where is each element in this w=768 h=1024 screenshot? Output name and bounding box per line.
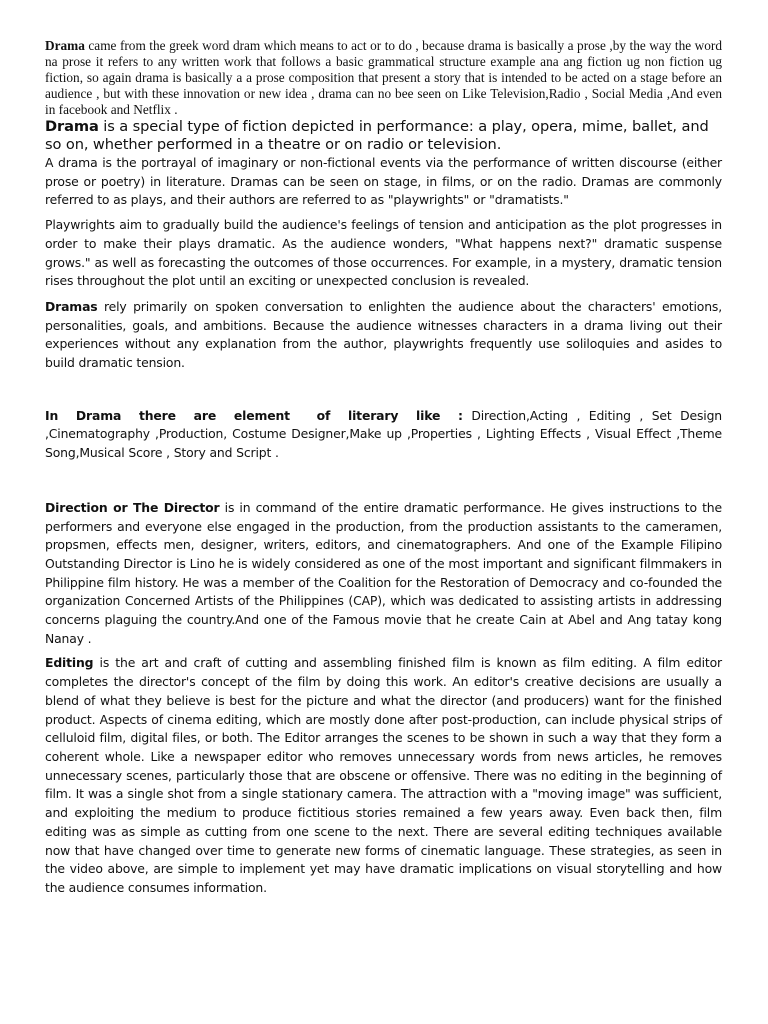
paragraph-lead: Drama <box>45 38 85 53</box>
paragraph-text: is in command of the entire dramatic performance. He gives instructions to the performers and everyone else engaged in the production, from the production assistants to the cameramen, propsmen, effects men, designer, writers, editors, and cinematographers. And one of the Example Filipino Outstanding Director is Lino he is widely considered as one of the most important and significant filmmakers in Philippine film history. He was a member of the Coalition for the Restoration of Democracy and co-founded the organization Concerned Artists of the Philippines (CAP), which was dedicated to assisting artists in addressing concerns plaguing the country.And one of the Famous movie that he create Cain at Abel and Ang tatay kong Nanay . <box>45 499 722 646</box>
paragraph-lead: In Drama there are element of literary like : <box>45 407 463 423</box>
paragraph-lead: Editing <box>45 655 94 671</box>
paragraph-drama-origin <box>45 38 722 118</box>
paragraph-dramas-conversation <box>45 298 722 373</box>
paragraph-text: Playwrights aim to gradually build the audience's feelings of tension and anticipation as the plot progresses in order to make their plays dramatic. As the audience wonders, "What happens next?" dramatic suspense grows." as well as forecasting the outcomes of those occurrences. For example, in a mystery, dramatic tension rises throughout the plot until an exciting or unexpected conclusion is revealed. <box>45 217 722 289</box>
paragraph-lead: Drama <box>45 118 99 135</box>
paragraph-text: A drama is the portrayal of imaginary or non-fictional events via the performance of written discourse (either prose or poetry) in literature. Dramas can be seen on stage, in films, or on the radio. Dramas are commonly referred to as plays, and their authors are referred to as "playwrights" or "dramatists." <box>45 155 722 208</box>
paragraph-drama-definition <box>45 118 722 154</box>
paragraph-text: came from the greek word dram which means to act or to do , because drama is basically a prose ,by the way the word na prose it refers to any written work that follows a basic grammatical structure example ana ang fiction ug non fiction ug fiction, so again drama is basically a a prose composition that present a story that is intended to be acted on a stage before an audience , but with these innovation or new idea , drama can no bee seen on Like Television,Radio , Social Media ,And even in facebook and Netflix . <box>45 38 722 117</box>
paragraph-editing <box>45 654 722 897</box>
paragraph-drama-portrayal <box>45 154 722 210</box>
paragraph-direction <box>45 499 722 649</box>
paragraph-elements <box>45 407 722 463</box>
paragraph-text: Direction,Acting , Editing , Set Design ,Cinematography ,Production, Costume Designer,Make up ,Properties , Lighting Effects , Visual Effect ,Theme Song,Musical Score , Story and Script . <box>45 407 722 461</box>
paragraph-lead: Direction or The Director <box>45 499 220 515</box>
paragraph-text: rely primarily on spoken conversation to enlighten the audience about the characters' emotions, personalities, goals, and ambitions. Because the audience witnesses characters in a drama living out their experiences without any explanation from the author, playwrights frequently use soliloquies and asides to build dramatic tension. <box>45 298 722 371</box>
document-page <box>45 38 722 898</box>
paragraph-text: is the art and craft of cutting and assembling finished film is known as film editing. A film editor completes the director's concept of the film by doing this work. An editor's creative decisions are usually a blend of what they believe is best for the picture and what the director (and producers) want for the finished product. Aspects of cinema editing, which are mostly done after post-production, can include physical strips of celluloid film, digital files, or both. The Editor arranges the scenes to be shown in such a way that they form a coherent whole. Like a newspaper editor who removes unnecessary words from news articles, he removes unnecessary scenes, particularly those that are obscene or offensive. There was no editing in the beginning of film. It was a single shot from a single stationary camera. The attraction with a "moving image" was sufficient, and exploiting the medium to produce fictitious stories remained a few years away. Even back then, film editing was as simple as cutting from one scene to the next. There are several editing techniques available now that have changed over time to generate new forms of cinematic language. These strategies, as seen in the video above, are simple to implement yet may have dramatic implications on visual storytelling and how the audience consumes information. <box>45 655 722 895</box>
paragraph-lead: Dramas <box>45 298 98 314</box>
paragraph-playwrights <box>45 216 722 291</box>
paragraph-text: is a special type of fiction depicted in performance: a play, opera, mime, ballet, and so on, whether performed in a theatre or on radio or television. <box>45 118 709 153</box>
